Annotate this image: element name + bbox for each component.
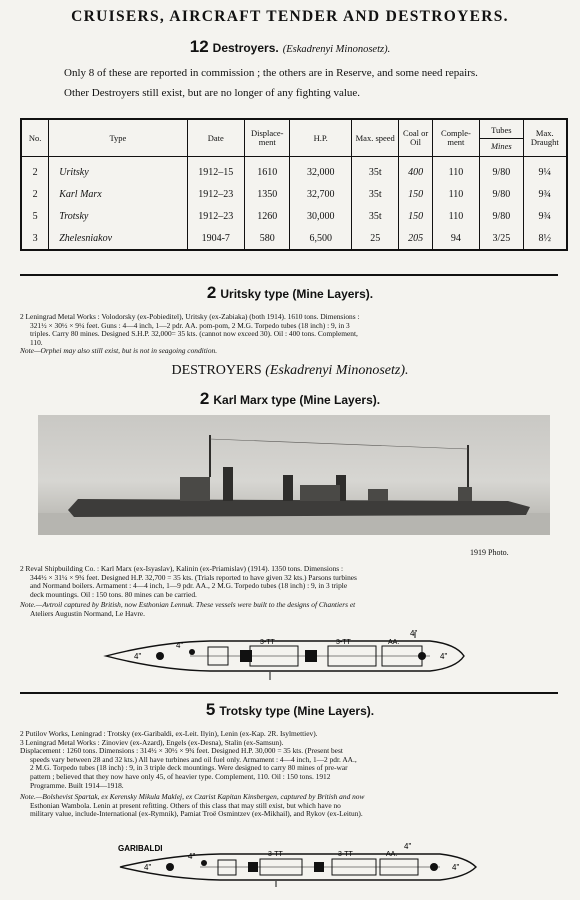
col-speed: Max. speed: [352, 119, 399, 157]
ship-photo-silhouette: [38, 415, 550, 535]
table-cell: 9/80: [480, 205, 523, 227]
destroyers-subtitle: (Eskadrenyi Minonosetz).: [282, 44, 391, 55]
trotsky-line: Programme. Built 1914—1918.: [30, 780, 124, 790]
karlmarx-photo: [38, 415, 550, 535]
karlmarx-line: deck mountings. Oil : 150 tons. 80 mines can be carried.: [30, 589, 197, 599]
col-hp: H.P.: [290, 119, 352, 157]
trotsky-line: speeds vary between 28 and 32 kts.) All have turbines and oil fuel only. Armament : 4—4 inch, 1—2 pdr. AA.,: [30, 754, 357, 764]
plan-gun-label: 4": [144, 863, 152, 872]
table-cell: 1912–23: [187, 205, 245, 227]
trotsky-title: Trotsky type (Mine Layers).: [219, 704, 375, 718]
table-cell: 5: [21, 205, 49, 227]
uritsky-count: 2: [206, 283, 217, 302]
table-body: [21, 157, 567, 251]
karlmarx-plan: [100, 628, 470, 680]
plan-gun-label: 4": [188, 852, 196, 861]
trotsky-line: 2 Putilov Works, Leningrad : Trotsky (ex-Garibaldi, ex-Leit. Ilyin), Lenin (ex-Kap. 2R. Isylmettiev).: [20, 729, 318, 738]
karlmarx-description: [20, 565, 560, 619]
plan-tt-label: 3-TT: [338, 851, 353, 858]
col-complement: Comple-ment: [432, 119, 479, 157]
section-rule: [20, 692, 558, 694]
table-cell: 2: [21, 157, 49, 184]
trotsky-line: 2 M.G. Torpedo tubes (18 inch) : 9, in 3 triple deck mountings. Were designed to carry 80 mines of pre-war: [30, 763, 348, 773]
karlmarx-line: and Normand boilers. Armament : 4—4 inch, 1—9 pdr. AA., 2 M.G. Torpedo tubes (18 inch) : 9, in 3 triple: [30, 581, 348, 591]
destroyers-count: 12: [189, 37, 209, 56]
table-cell: 3/25: [480, 227, 523, 250]
trotsky-note: military value, include-International (ex-Rymnik), Pamiat Troë Osmintzev (ex-Mikhail), and Rykov (ex-Leitun).: [30, 809, 363, 819]
table-cell: Zhelesniakov: [49, 227, 187, 250]
destroyer-table: [20, 118, 568, 251]
table-cell: 1912–15: [187, 157, 245, 184]
trotsky-line: Displacement : 1260 tons. Dimensions : 314½ × 30½ × 9¾ feet. Designed H.P. 30,000 = 35 kts. (Present best: [20, 746, 343, 756]
table-cell: 9/80: [480, 183, 523, 205]
plan-gun-label: 4": [452, 863, 460, 872]
table-cell: 150: [399, 183, 432, 205]
section-rule: [20, 274, 558, 276]
photo-caption: 1919 Photo.: [470, 548, 509, 557]
table-cell: 35t: [352, 157, 399, 184]
plan-gun-label: 4": [440, 652, 448, 661]
table-cell: 94: [432, 227, 479, 250]
col-type: Type: [49, 119, 187, 157]
table-cell: 1260: [245, 205, 290, 227]
table-cell: 1350: [245, 183, 290, 205]
uritsky-heading: [0, 283, 580, 303]
table-row: [21, 183, 567, 205]
col-tubes: Tubes: [480, 123, 522, 139]
destroyers-section-subtitle: (Eskadrenyi Minonosetz).: [265, 363, 409, 378]
plan-tt-label: 3-TT: [268, 851, 283, 858]
table-cell: 2: [21, 183, 49, 205]
col-tubes-mines: [480, 119, 523, 157]
karlmarx-title: Karl Marx type (Mine Layers).: [213, 393, 381, 407]
table-cell: Karl Marx: [49, 183, 187, 205]
trotsky-line: 3 Leningrad Metal Works : Zinoviev (ex-Azard), Engels (ex-Desna), Stalin (ex-Samsun).: [20, 737, 284, 747]
table-row: [21, 227, 567, 250]
table-cell: Uritsky: [49, 157, 187, 184]
table-cell: 25: [352, 227, 399, 250]
table-cell: 35t: [352, 183, 399, 205]
karlmarx-line: 2 Reval Shipbuilding Co. : Karl Marx (ex-Isyaslav), Kalinin (ex-Priamislav) (1914). 1350 tons. Dimensions :: [20, 564, 344, 573]
karlmarx-count: 2: [199, 389, 210, 408]
uritsky-line: 110.: [30, 337, 43, 347]
table-row: [21, 157, 567, 184]
table-cell: 110: [432, 183, 479, 205]
table-cell: 9¼: [523, 157, 567, 184]
trotsky-count: 5: [205, 700, 216, 719]
table-cell: 6,500: [290, 227, 352, 250]
destroyers-section-title: DESTROYERS: [171, 363, 262, 378]
plan-tt-label: 3-TT: [260, 639, 275, 646]
plan-gun-label: 4": [404, 842, 412, 851]
trotsky-description: [20, 730, 560, 819]
karlmarx-line: 344½ × 31¼ × 9¾ feet. Designed H.P. 32,700 = 35 kts. (Trials reported to have given 32 kts.) Parsons turbines: [30, 572, 357, 582]
uritsky-line: 2 Leningrad Metal Works : Volodorsky (ex-Pobieditel), Uritsky (ex-Zabiaka) (both 1914). 1610 tons. Dimensions :: [20, 312, 360, 321]
plan-ship-name: GARIBALDI: [118, 844, 163, 853]
uritsky-note: Note—Orphei may also still exist, but is not in seagoing condition.: [20, 346, 218, 356]
karlmarx-note: Note.—Avtroil captured by British, now Esthonian Lennuk. These vessels were built to the designs of Chantiers et: [20, 600, 356, 610]
table-cell: 110: [432, 157, 479, 184]
plan-gun-label: 4": [134, 652, 142, 661]
uritsky-line: triples. Carry 80 mines. Designed S.H.P. 32,000= 35 kts. (cannot now exceed 30). Oil : 400 tons. Complement,: [30, 329, 358, 339]
col-date: Date: [187, 119, 245, 157]
table-cell: 205: [399, 227, 432, 250]
col-displacement: Displace-ment: [245, 119, 290, 157]
trotsky-line: pattern ; believed that they now have only 45, of heavier type. Complement, 110. Oil : 150 tons. 1912: [30, 771, 331, 781]
table-cell: 580: [245, 227, 290, 250]
table-cell: 32,700: [290, 183, 352, 205]
plan-aa-label: AA.: [388, 639, 400, 646]
trotsky-heading: [0, 700, 580, 720]
destroyers-12-heading: [0, 37, 580, 57]
table-cell: 30,000: [290, 205, 352, 227]
trotsky-note: Esthonian Wambola. Lenin at present refitting. Others of this class that may still exist, but which have no: [30, 800, 341, 810]
intro-line-1: Only 8 of these are reported in commission ; the others are in Reserve, and some need repairs.: [64, 67, 478, 79]
col-no: No.: [21, 119, 49, 157]
table-cell: 1904-7: [187, 227, 245, 250]
trotsky-plan: [100, 835, 490, 887]
table-cell: 1912–23: [187, 183, 245, 205]
table-cell: 110: [432, 205, 479, 227]
table-cell: 3: [21, 227, 49, 250]
uritsky-title: Uritsky type (Mine Layers).: [220, 287, 374, 301]
table-cell: 35t: [352, 205, 399, 227]
karlmarx-heading: [0, 389, 580, 409]
table-cell: 9¾: [523, 183, 567, 205]
plan-tt-label: 3-TT: [336, 639, 351, 646]
destroyers-section-heading: [0, 363, 580, 379]
table-cell: 150: [399, 205, 432, 227]
table-cell: 32,000: [290, 157, 352, 184]
karlmarx-note: Ateliers Augustin Normand, Le Havre.: [30, 608, 145, 618]
destroyers-title: Destroyers.: [212, 41, 279, 55]
col-coal-oil: Coal or Oil: [399, 119, 432, 157]
intro-line-2: Other Destroyers still exist, but are no longer of any fighting value.: [64, 87, 361, 99]
table-row: [21, 205, 567, 227]
table-cell: 400: [399, 157, 432, 184]
uritsky-line: 321½ × 30½ × 9¼ feet. Guns : 4—4 inch, 1—2 pdr. AA. pom-pom, 2 M.G. Torpedo tubes (18 inch) : 9, in 3: [30, 320, 350, 330]
table-cell: Trotsky: [49, 205, 187, 227]
uritsky-description: [20, 313, 560, 356]
plan-aa-label: AA.: [386, 851, 398, 858]
plan-gun-label: 4": [176, 641, 184, 650]
trotsky-note: Note.—Bolshevist Spartak, ex Kerensky Mikula Maklej, ex Czarist Kapitan Kinsbergen, captured by British and now: [20, 792, 365, 802]
table-cell: 1610: [245, 157, 290, 184]
table-header-row: [21, 119, 567, 157]
table-cell: 8½: [523, 227, 567, 250]
plan-gun-label: 4": [410, 629, 418, 638]
page-heading: CRUISERS, AIRCRAFT TENDER AND DESTROYERS.: [71, 8, 509, 25]
col-draught: Max. Draught: [523, 119, 567, 157]
table-cell: 9¾: [523, 205, 567, 227]
table-cell: 9/80: [480, 157, 523, 184]
col-mines: Mines: [490, 140, 512, 151]
